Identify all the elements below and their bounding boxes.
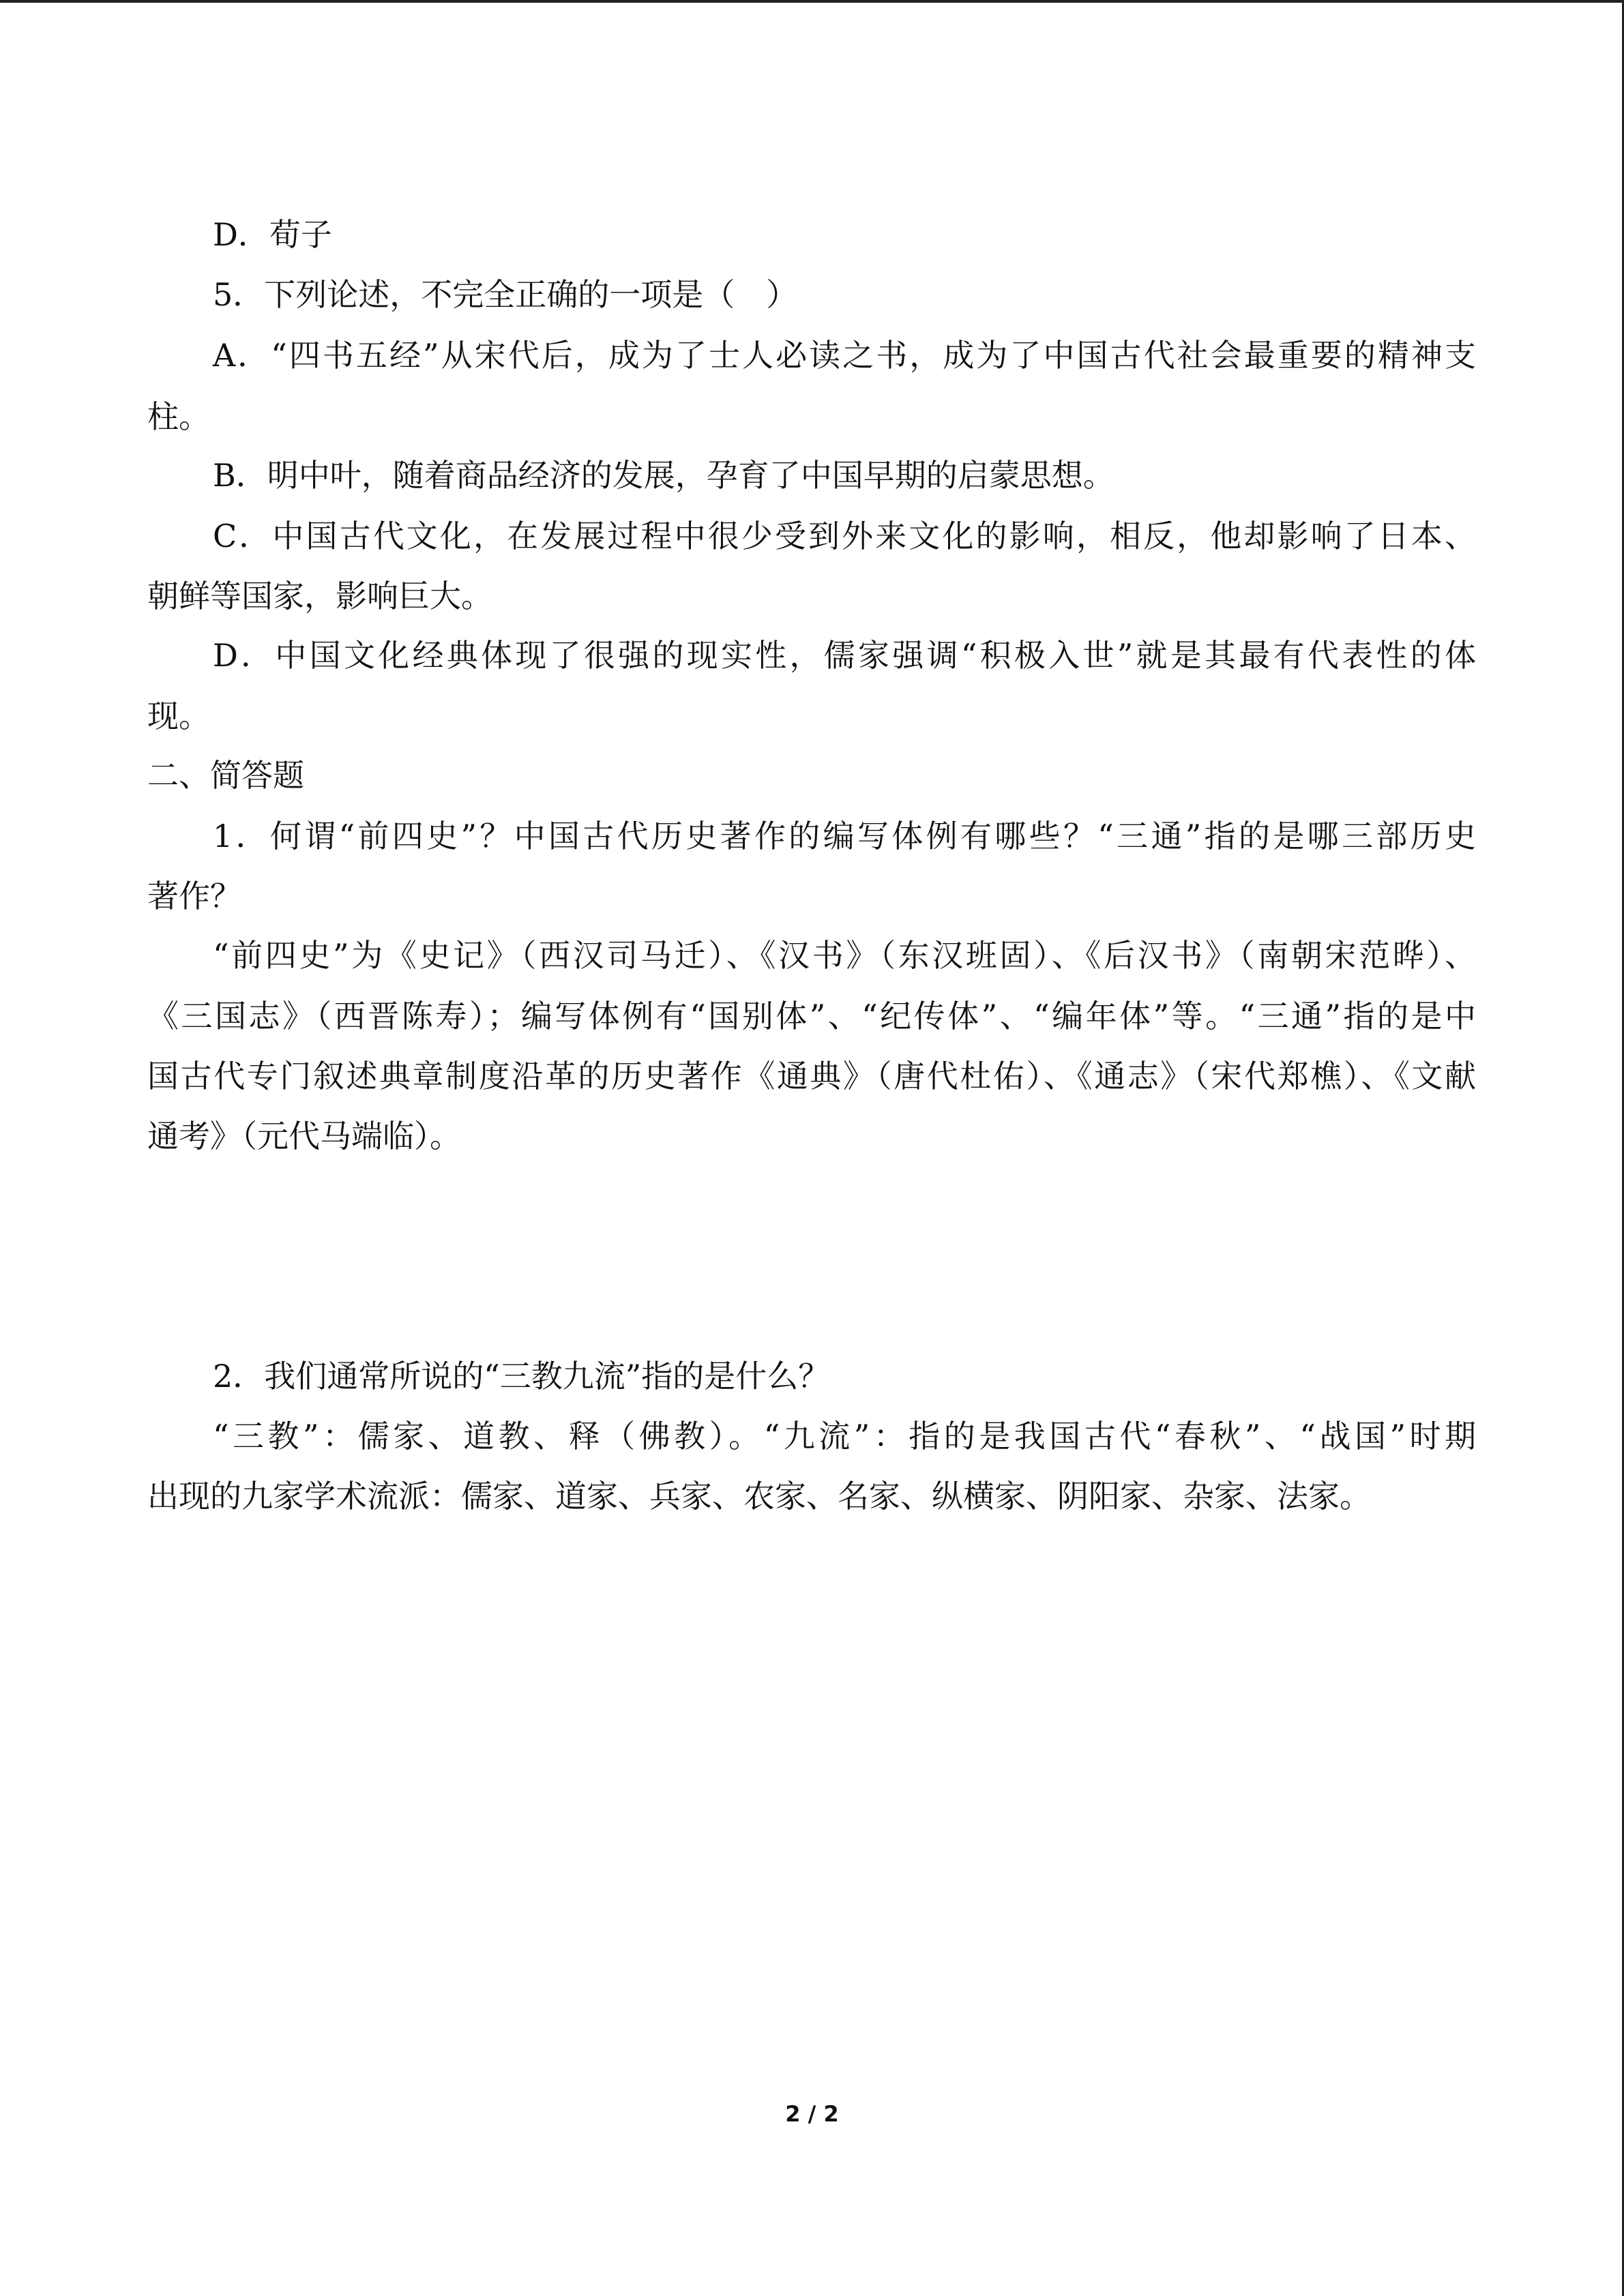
answer-1-line1: “前四史”为《史记》（西汉司马迁）、《汉书》（东汉班固）、《后汉书》（南朝宋范晔）、 (213, 937, 1476, 974)
answer-1-line2: 《三国志》（西晋陈寿）；编写体例有“国别体”、“纪传体”、“编年体”等。“三通”指的是中 (147, 998, 1476, 1034)
option-d-q5-line1: D．中国文化经典体现了很强的现实性，儒家强调“积极入世”就是其最有代表性的体 (213, 637, 1476, 674)
option-a-q5-line2: 柱。 (147, 398, 210, 435)
option-a-q5-line1: A．“四书五经”从宋代后，成为了士人必读之书，成为了中国古代社会最重要的精神支 (213, 337, 1476, 374)
short-question-1-line2: 著作？ (147, 878, 241, 914)
short-question-2: 2．我们通常所说的“三教九流”指的是什么？ (213, 1358, 830, 1395)
answer-1-line4: 通考》（元代马端临）。 (147, 1118, 461, 1154)
section-heading-short-answer: 二、简答题 (147, 757, 304, 794)
page-number: 2 / 2 (785, 2101, 839, 2127)
answer-2-line2: 出现的九家学术流派：儒家、道家、兵家、农家、名家、纵横家、阴阳家、杂家、法家。 (147, 1478, 1371, 1515)
page-top-border (0, 0, 1624, 3)
answer-1-line3: 国古代专门叙述典章制度沿革的历史著作《通典》（唐代杜佑）、《通志》（宋代郑樵）、《文献 (147, 1058, 1476, 1094)
question-5: 5．下列论述，不完全正确的一项是（ ） (213, 276, 798, 313)
option-b-q5: B．明中叶，随着商品经济的发展，孕育了中国早期的启蒙思想。 (213, 457, 1114, 494)
option-d-q4: D．荀子 (213, 216, 332, 253)
answer-2-line1: “三教”：儒家、道教、释（佛教）。“九流”：指的是我国古代“春秋”、“战国”时期 (213, 1418, 1476, 1455)
option-d-q5-line2: 现。 (147, 698, 210, 734)
option-c-q5-line1: C．中国古代文化，在发展过程中很少受到外来文化的影响，相反，他却影响了日本、 (213, 518, 1476, 554)
option-c-q5-line2: 朝鲜等国家，影响巨大。 (147, 578, 492, 614)
short-question-1-line1: 1．何谓“前四史”？中国古代历史著作的编写体例有哪些？“三通”指的是哪三部历史 (213, 818, 1476, 854)
